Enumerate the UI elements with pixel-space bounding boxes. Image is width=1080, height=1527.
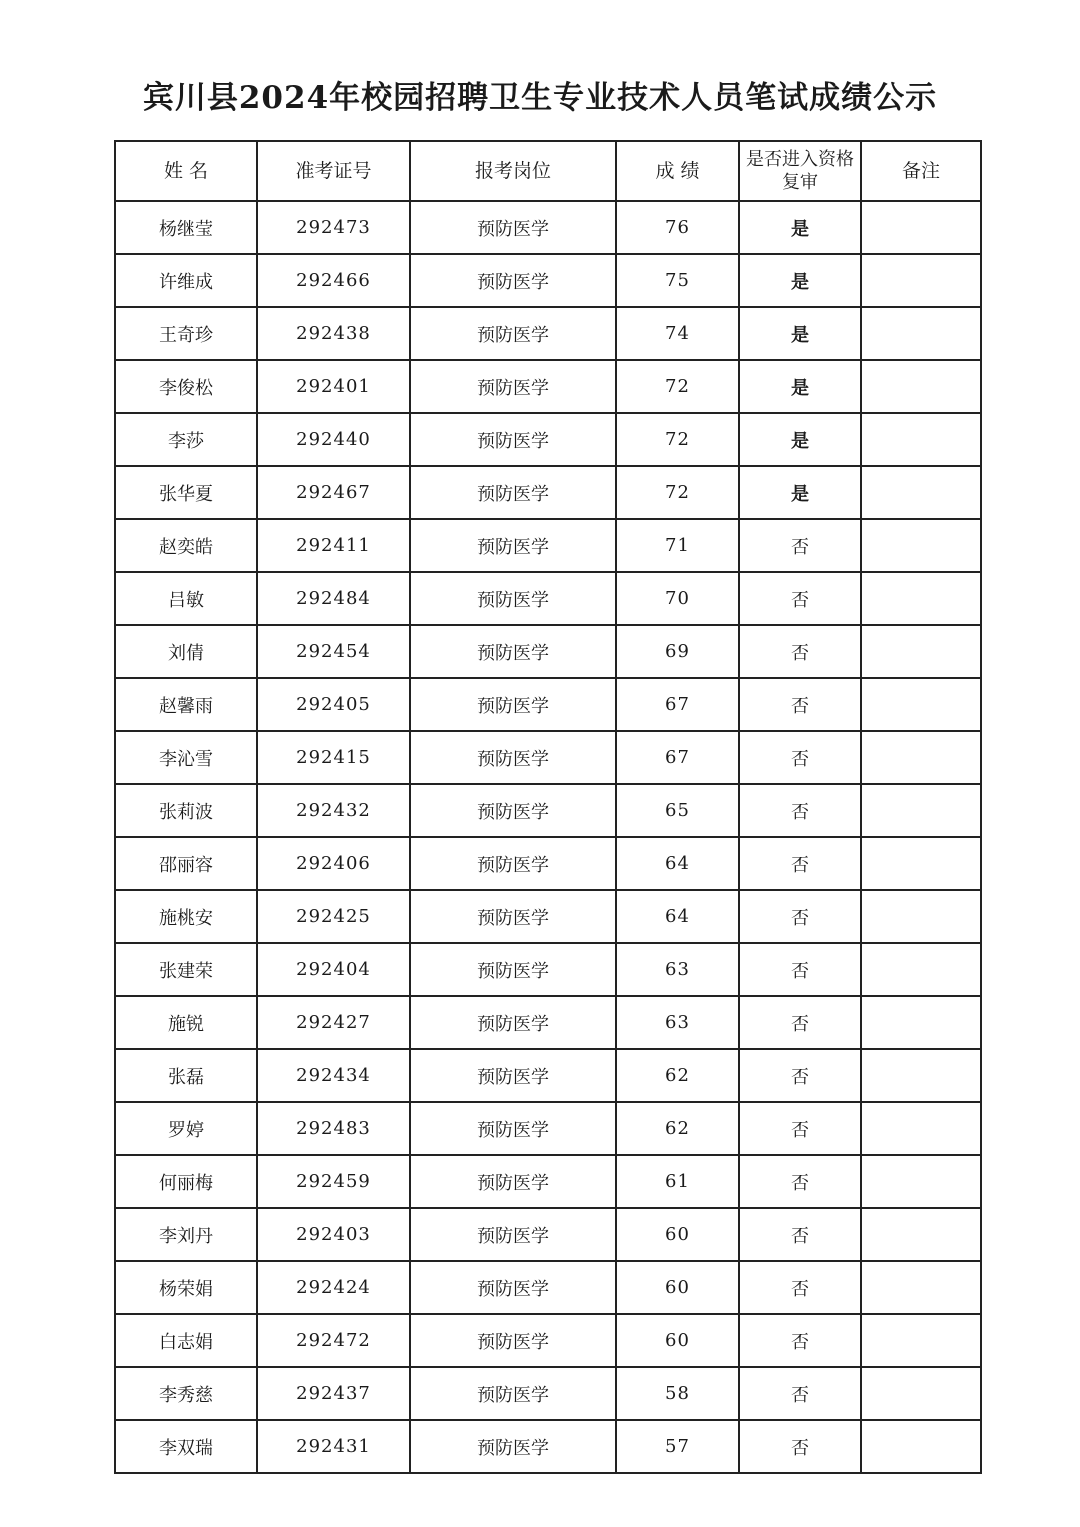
cell-score: 60 xyxy=(616,1208,739,1261)
cell-qualified: 否 xyxy=(739,996,861,1049)
cell-name: 许维成 xyxy=(115,254,257,307)
cell-qualified: 否 xyxy=(739,837,861,890)
cell-remark xyxy=(861,307,981,360)
cell-score: 62 xyxy=(616,1049,739,1102)
cell-name: 张磊 xyxy=(115,1049,257,1102)
cell-qualified: 否 xyxy=(739,519,861,572)
cell-exam-id: 292411 xyxy=(257,519,410,572)
cell-name: 何丽梅 xyxy=(115,1155,257,1208)
cell-position: 预防医学 xyxy=(410,572,616,625)
cell-score: 72 xyxy=(616,466,739,519)
cell-score: 67 xyxy=(616,678,739,731)
cell-position: 预防医学 xyxy=(410,625,616,678)
table-row xyxy=(115,1314,981,1367)
cell-qualified: 否 xyxy=(739,1314,861,1367)
cell-remark xyxy=(861,1261,981,1314)
cell-name: 李刘丹 xyxy=(115,1208,257,1261)
cell-name: 王奇珍 xyxy=(115,307,257,360)
cell-qualified: 是 xyxy=(739,254,861,307)
cell-position: 预防医学 xyxy=(410,360,616,413)
cell-qualified: 否 xyxy=(739,1102,861,1155)
cell-name: 罗婷 xyxy=(115,1102,257,1155)
header-exam-id: 准考证号 xyxy=(257,141,410,201)
cell-name: 杨荣娟 xyxy=(115,1261,257,1314)
cell-exam-id: 292415 xyxy=(257,731,410,784)
table-row xyxy=(115,413,981,466)
cell-name: 李莎 xyxy=(115,413,257,466)
cell-remark xyxy=(861,890,981,943)
cell-score: 74 xyxy=(616,307,739,360)
cell-name: 张建荣 xyxy=(115,943,257,996)
cell-exam-id: 292427 xyxy=(257,996,410,1049)
table-row xyxy=(115,996,981,1049)
cell-position: 预防医学 xyxy=(410,466,616,519)
cell-name: 施锐 xyxy=(115,996,257,1049)
cell-position: 预防医学 xyxy=(410,1102,616,1155)
cell-exam-id: 292403 xyxy=(257,1208,410,1261)
table-row xyxy=(115,1208,981,1261)
table-row xyxy=(115,1102,981,1155)
cell-position: 预防医学 xyxy=(410,731,616,784)
cell-remark xyxy=(861,678,981,731)
cell-remark xyxy=(861,1208,981,1261)
cell-qualified: 是 xyxy=(739,466,861,519)
table-row xyxy=(115,360,981,413)
cell-position: 预防医学 xyxy=(410,837,616,890)
cell-qualified: 否 xyxy=(739,1367,861,1420)
cell-score: 61 xyxy=(616,1155,739,1208)
cell-exam-id: 292424 xyxy=(257,1261,410,1314)
cell-score: 76 xyxy=(616,201,739,254)
cell-remark xyxy=(861,1049,981,1102)
cell-remark xyxy=(861,625,981,678)
cell-exam-id: 292472 xyxy=(257,1314,410,1367)
cell-remark xyxy=(861,466,981,519)
cell-qualified: 否 xyxy=(739,731,861,784)
cell-position: 预防医学 xyxy=(410,201,616,254)
header-position: 报考岗位 xyxy=(410,141,616,201)
cell-qualified: 否 xyxy=(739,1420,861,1473)
table-row xyxy=(115,519,981,572)
cell-score: 64 xyxy=(616,890,739,943)
table-header xyxy=(115,141,981,201)
header-name: 姓 名 xyxy=(115,141,257,201)
cell-exam-id: 292438 xyxy=(257,307,410,360)
cell-position: 预防医学 xyxy=(410,254,616,307)
cell-remark xyxy=(861,943,981,996)
cell-qualified: 否 xyxy=(739,572,861,625)
cell-remark xyxy=(861,1420,981,1473)
cell-remark xyxy=(861,731,981,784)
cell-name: 李秀慈 xyxy=(115,1367,257,1420)
cell-score: 57 xyxy=(616,1420,739,1473)
cell-exam-id: 292405 xyxy=(257,678,410,731)
cell-remark xyxy=(861,1155,981,1208)
cell-exam-id: 292454 xyxy=(257,625,410,678)
cell-exam-id: 292406 xyxy=(257,837,410,890)
table-row xyxy=(115,1420,981,1473)
cell-score: 72 xyxy=(616,413,739,466)
cell-score: 64 xyxy=(616,837,739,890)
cell-position: 预防医学 xyxy=(410,1049,616,1102)
cell-exam-id: 292401 xyxy=(257,360,410,413)
cell-exam-id: 292425 xyxy=(257,890,410,943)
table-row xyxy=(115,731,981,784)
cell-qualified: 否 xyxy=(739,1261,861,1314)
cell-position: 预防医学 xyxy=(410,1155,616,1208)
cell-score: 69 xyxy=(616,625,739,678)
cell-name: 赵奕皓 xyxy=(115,519,257,572)
cell-position: 预防医学 xyxy=(410,996,616,1049)
table-row xyxy=(115,625,981,678)
cell-score: 63 xyxy=(616,996,739,1049)
table-row xyxy=(115,572,981,625)
cell-position: 预防医学 xyxy=(410,1261,616,1314)
cell-remark xyxy=(861,519,981,572)
table-row xyxy=(115,201,981,254)
cell-position: 预防医学 xyxy=(410,413,616,466)
cell-remark xyxy=(861,1102,981,1155)
table-row xyxy=(115,1367,981,1420)
cell-score: 67 xyxy=(616,731,739,784)
cell-qualified: 否 xyxy=(739,1155,861,1208)
table-row xyxy=(115,678,981,731)
cell-exam-id: 292467 xyxy=(257,466,410,519)
cell-name: 李双瑞 xyxy=(115,1420,257,1473)
cell-position: 预防医学 xyxy=(410,519,616,572)
cell-score: 58 xyxy=(616,1367,739,1420)
cell-exam-id: 292404 xyxy=(257,943,410,996)
cell-score: 75 xyxy=(616,254,739,307)
cell-exam-id: 292431 xyxy=(257,1420,410,1473)
cell-remark xyxy=(861,784,981,837)
table-row xyxy=(115,943,981,996)
cell-name: 赵馨雨 xyxy=(115,678,257,731)
cell-remark xyxy=(861,360,981,413)
cell-score: 71 xyxy=(616,519,739,572)
cell-score: 60 xyxy=(616,1261,739,1314)
cell-exam-id: 292437 xyxy=(257,1367,410,1420)
cell-name: 张莉波 xyxy=(115,784,257,837)
cell-exam-id: 292466 xyxy=(257,254,410,307)
cell-remark xyxy=(861,1367,981,1420)
cell-score: 70 xyxy=(616,572,739,625)
table-row xyxy=(115,784,981,837)
cell-position: 预防医学 xyxy=(410,1208,616,1261)
table-body xyxy=(115,201,981,1473)
cell-exam-id: 292440 xyxy=(257,413,410,466)
table-row xyxy=(115,890,981,943)
cell-position: 预防医学 xyxy=(410,1314,616,1367)
cell-remark xyxy=(861,201,981,254)
cell-remark xyxy=(861,996,981,1049)
header-qualified: 是否进入资格复审 xyxy=(739,141,861,201)
cell-name: 吕敏 xyxy=(115,572,257,625)
cell-remark xyxy=(861,837,981,890)
cell-position: 预防医学 xyxy=(410,307,616,360)
table-row xyxy=(115,1261,981,1314)
table-row xyxy=(115,254,981,307)
cell-exam-id: 292483 xyxy=(257,1102,410,1155)
cell-score: 63 xyxy=(616,943,739,996)
header-score: 成 绩 xyxy=(616,141,739,201)
cell-qualified: 是 xyxy=(739,360,861,413)
cell-name: 张华夏 xyxy=(115,466,257,519)
cell-name: 李俊松 xyxy=(115,360,257,413)
cell-score: 72 xyxy=(616,360,739,413)
table-row xyxy=(115,1155,981,1208)
cell-exam-id: 292473 xyxy=(257,201,410,254)
cell-exam-id: 292434 xyxy=(257,1049,410,1102)
cell-remark xyxy=(861,254,981,307)
table-row xyxy=(115,466,981,519)
cell-position: 预防医学 xyxy=(410,784,616,837)
cell-qualified: 是 xyxy=(739,201,861,254)
cell-name: 邵丽容 xyxy=(115,837,257,890)
header-row xyxy=(115,141,981,201)
cell-remark xyxy=(861,1314,981,1367)
cell-remark xyxy=(861,413,981,466)
cell-exam-id: 292459 xyxy=(257,1155,410,1208)
table-row xyxy=(115,837,981,890)
cell-position: 预防医学 xyxy=(410,943,616,996)
cell-position: 预防医学 xyxy=(410,1420,616,1473)
cell-qualified: 否 xyxy=(739,1208,861,1261)
cell-score: 60 xyxy=(616,1314,739,1367)
cell-position: 预防医学 xyxy=(410,678,616,731)
cell-remark xyxy=(861,572,981,625)
cell-name: 施桃安 xyxy=(115,890,257,943)
cell-name: 杨继莹 xyxy=(115,201,257,254)
table-row xyxy=(115,307,981,360)
cell-qualified: 否 xyxy=(739,890,861,943)
cell-score: 62 xyxy=(616,1102,739,1155)
cell-qualified: 是 xyxy=(739,413,861,466)
score-table xyxy=(114,140,982,1474)
cell-position: 预防医学 xyxy=(410,1367,616,1420)
cell-qualified: 否 xyxy=(739,943,861,996)
header-remark: 备注 xyxy=(861,141,981,201)
cell-qualified: 否 xyxy=(739,678,861,731)
cell-qualified: 否 xyxy=(739,1049,861,1102)
cell-exam-id: 292484 xyxy=(257,572,410,625)
page-title: 宾川县2024年校园招聘卫生专业技术人员笔试成绩公示 xyxy=(142,80,938,116)
cell-qualified: 否 xyxy=(739,625,861,678)
cell-score: 65 xyxy=(616,784,739,837)
cell-name: 白志娟 xyxy=(115,1314,257,1367)
cell-position: 预防医学 xyxy=(410,890,616,943)
cell-name: 李沁雪 xyxy=(115,731,257,784)
cell-qualified: 是 xyxy=(739,307,861,360)
cell-qualified: 否 xyxy=(739,784,861,837)
cell-name: 刘倩 xyxy=(115,625,257,678)
table-row xyxy=(115,1049,981,1102)
cell-exam-id: 292432 xyxy=(257,784,410,837)
